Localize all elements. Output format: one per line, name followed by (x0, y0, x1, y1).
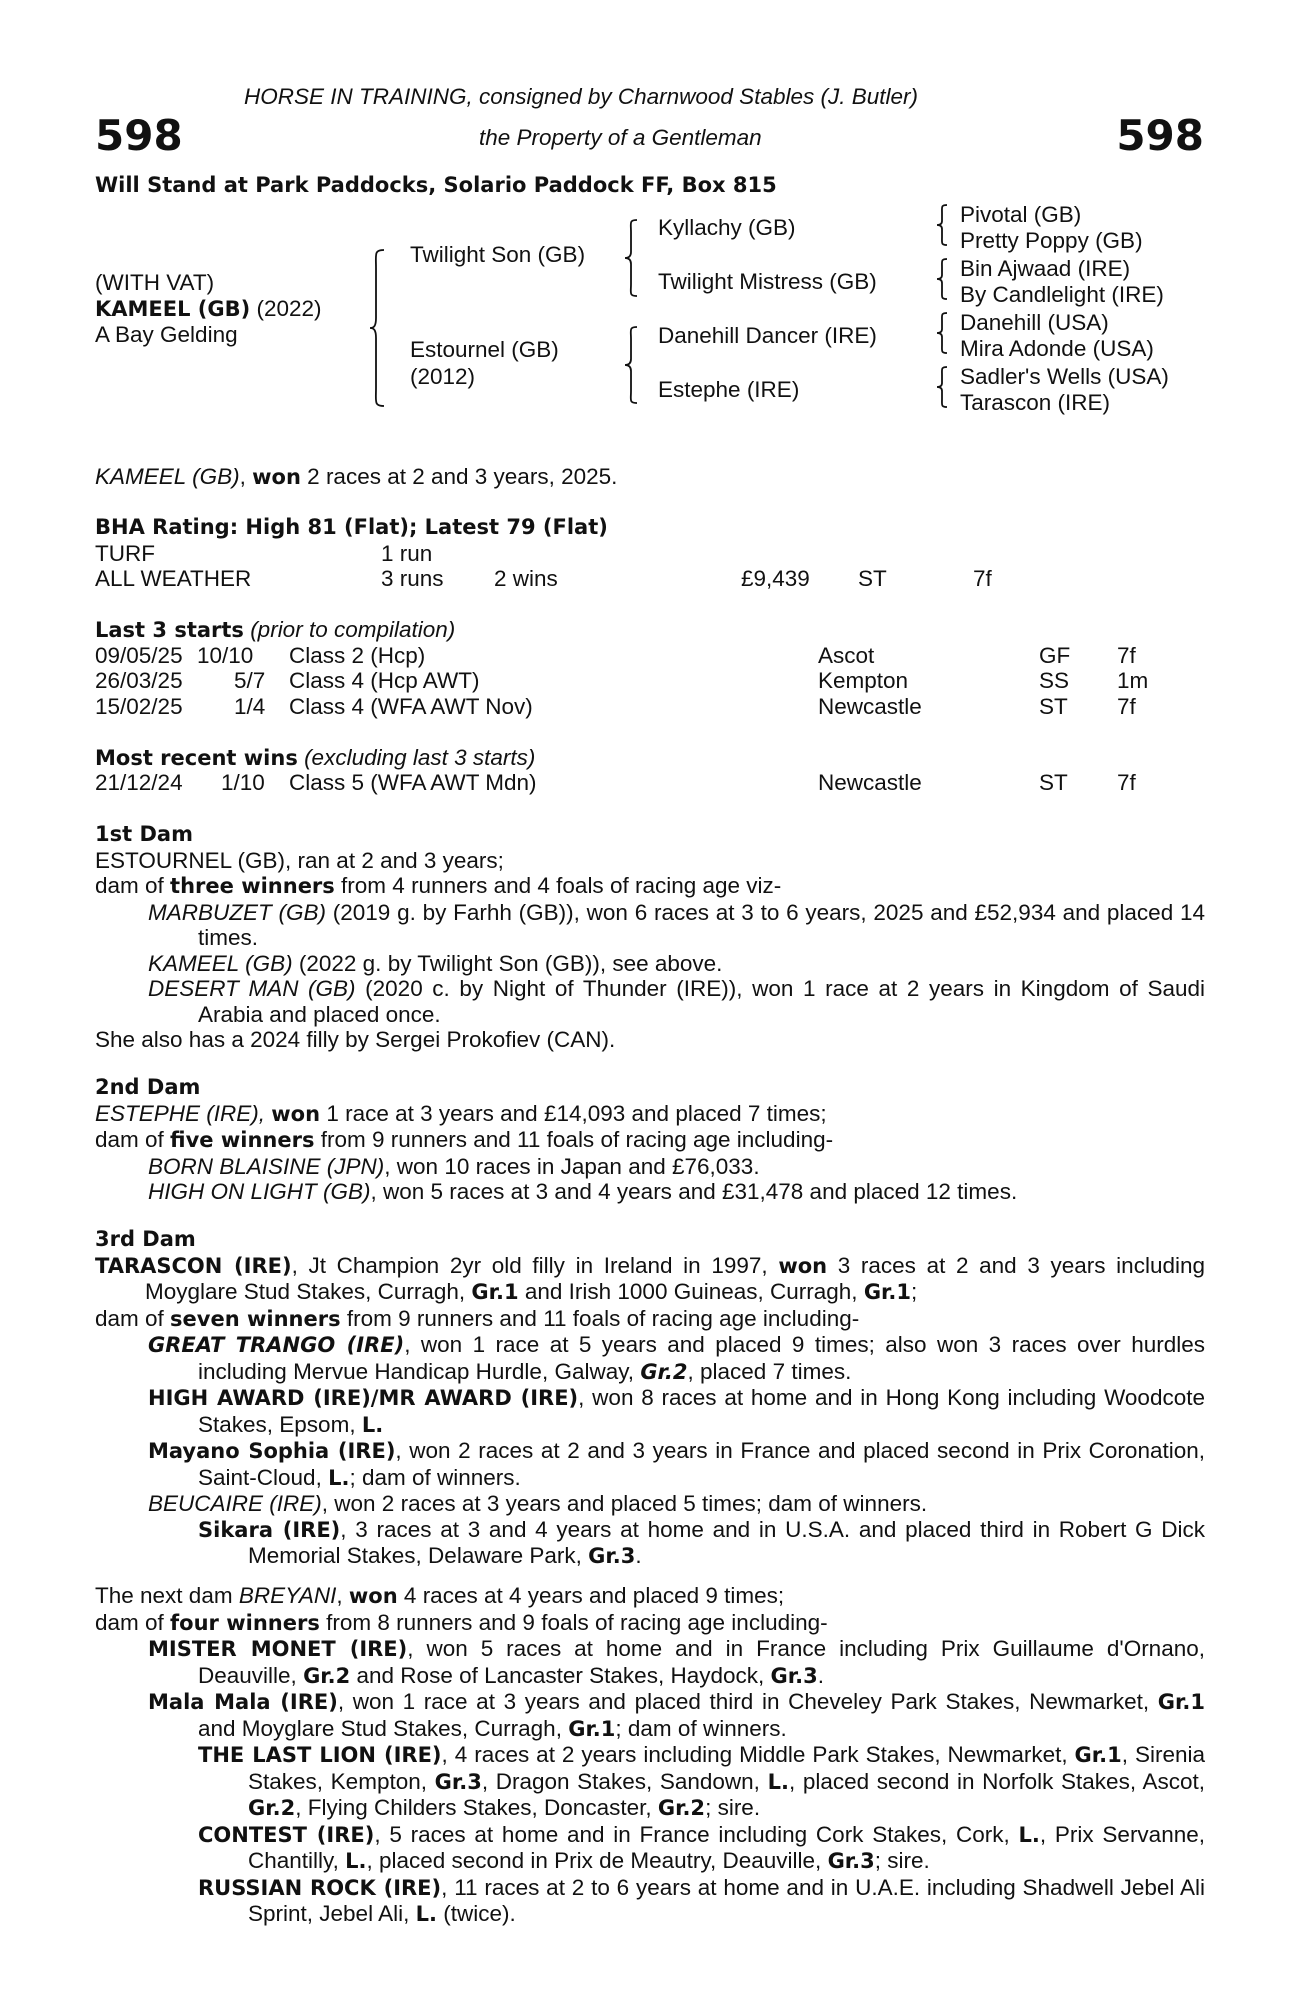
text: and Irish 1000 Guineas, Curragh, (518, 1279, 864, 1304)
second-dam-intro (95, 1101, 1205, 1128)
text: The next dam (95, 1583, 239, 1608)
progeny-name: RUSSIAN ROCK (IRE) (198, 1875, 442, 1900)
progeny-entry (95, 1875, 1205, 1928)
horse-year: (2022) (250, 296, 322, 321)
start-going: GF (1039, 643, 1071, 668)
progeny-text: , won 5 races at 3 and 4 years and £31,478 and placed 12 times. (370, 1179, 1018, 1204)
next-dam-intro (95, 1583, 1205, 1610)
grade: Gr.2 (657, 1796, 706, 1820)
ggp-5: Danehill (USA) (960, 310, 1109, 335)
progeny-name: GREAT TRANGO (IRE) (148, 1333, 405, 1357)
progeny-text: , 3 races at 3 and 4 years at home and in U.S.A. and placed third in Robert G Dick Memorial Stakes, Delaware Park, (248, 1516, 1206, 1568)
winners-count: three winners (170, 874, 335, 898)
won: won (778, 1253, 828, 1278)
grade: Gr.1 (1157, 1690, 1205, 1714)
start-position: 10/10 (197, 643, 254, 668)
progeny-text: , Dragon Stakes, Sandown, (481, 1768, 768, 1794)
grade: Gr.2 (303, 1663, 351, 1688)
win-position: 1/10 (221, 770, 265, 795)
grade: Gr.2 (248, 1796, 296, 1820)
second-dam-title: 2nd Dam (95, 1075, 201, 1099)
progeny-name: THE LAST LION (IRE) (198, 1743, 442, 1767)
start-course: Kempton (818, 668, 909, 693)
lot-number-left: 598 (95, 111, 183, 160)
text: dam of (95, 873, 171, 898)
third-dam-intro (95, 1253, 1205, 1306)
last3-heading (95, 617, 455, 644)
dam-name: TARASCON (IRE) (95, 1253, 292, 1278)
summary-won: won (252, 465, 301, 489)
last3-note: (prior to compilation) (243, 617, 456, 642)
win-going: ST (1039, 770, 1068, 795)
progeny-text: , placed 7 times. (687, 1358, 852, 1384)
third-dam-title: 3rd Dam (95, 1227, 196, 1251)
grade: Gr.3 (434, 1769, 482, 1794)
second-dam-section (95, 1075, 1205, 1205)
grade: L. (767, 1769, 789, 1794)
progeny-text: , won 5 races at home and in France including Prix Guillaume d'Ornano, Deauville, (198, 1636, 1205, 1688)
progeny-entry (95, 1385, 1205, 1438)
ggp-4: By Candlelight (IRE) (960, 282, 1164, 307)
progeny-name: HIGH AWARD (IRE)/MR AWARD (IRE) (148, 1386, 579, 1410)
text: 3 races at 2 and 3 years including Moyglare Stud Stakes, Curragh, (145, 1252, 1205, 1304)
sire-sire: Kyllachy (GB) (658, 215, 796, 240)
progeny-name: Mayano Sophia (IRE) (148, 1439, 396, 1463)
aw-runs: 3 runs (381, 566, 444, 591)
start-going: SS (1039, 668, 1070, 693)
grade: L. (1018, 1822, 1040, 1847)
text: from 8 runners and 9 foals of racing age including- (319, 1609, 828, 1635)
dam-dam: Estephe (IRE) (658, 377, 800, 402)
win-race: Class 5 (WFA AWT Mdn) (289, 770, 537, 795)
grade: L. (328, 1465, 350, 1490)
start-position: 5/7 (234, 668, 266, 693)
horse-title (95, 296, 322, 322)
ggp-3: Bin Ajwaad (IRE) (960, 256, 1131, 281)
win-course: Newcastle (818, 770, 922, 795)
lot-number-right: 598 (1116, 111, 1204, 160)
progeny-text: , Prix Servanne, Chantilly, (248, 1821, 1205, 1873)
summary-text: 2 races at 2 and 3 years, 2025. (300, 464, 618, 489)
progeny-entry (95, 1332, 1205, 1385)
consignor-line: HORSE IN TRAINING, consigned by Charnwood Stables (J. Butler) (244, 84, 919, 109)
progeny-text: (2019 g. by Farhh (GB)), won 6 races at 3 to 6 years, 2025 and £52,934 and placed 14 times. (198, 899, 1206, 950)
turf-label: TURF (95, 541, 155, 566)
progeny-text: , placed second in Norfolk Stakes, Ascot, (788, 1768, 1205, 1794)
start-position: 1/4 (234, 694, 266, 719)
text: from 4 runners and 4 foals of racing age viz- (334, 873, 782, 898)
start-dist: 1m (1117, 668, 1149, 693)
start-race: Class 2 (Hcp) (289, 643, 426, 668)
pedigree-brace-3 (623, 325, 641, 405)
progeny-name: BEUCAIRE (IRE) (148, 1491, 322, 1516)
ggp-1: Pivotal (GB) (960, 202, 1082, 227)
progeny-entry (95, 1517, 1205, 1570)
progeny-text: , 5 races at home and in France including Cork Stakes, Cork, (374, 1821, 1019, 1847)
text: dam of (95, 1127, 171, 1152)
won: won (348, 1584, 398, 1608)
start-race: Class 4 (Hcp AWT) (289, 668, 480, 693)
dam-line2: (2012) (410, 364, 476, 389)
sire: Twilight Son (GB) (410, 242, 586, 267)
progeny-entry (95, 1689, 1205, 1742)
win-date: 21/12/24 (95, 770, 183, 795)
turf-runs: 1 run (381, 541, 433, 566)
dam-line1: Estournel (GB) (410, 337, 559, 362)
recent-heading (95, 745, 535, 772)
aw-wins: 2 wins (494, 566, 558, 591)
grade: L. (361, 1412, 384, 1437)
aw-dist: 7f (973, 566, 992, 591)
text: , Jt Champion 2yr old filly in Ireland in 1997, (291, 1252, 779, 1278)
progeny-entry (95, 1742, 1205, 1822)
pedigree-brace-7 (935, 365, 951, 409)
start-dist: 7f (1117, 694, 1136, 719)
start-race: Class 4 (WFA AWT Nov) (289, 694, 533, 719)
bha-rating: BHA Rating: High 81 (Flat); Latest 79 (Flat) (95, 515, 608, 539)
sire-dam: Twilight Mistress (GB) (658, 269, 877, 294)
progeny-name: Mala Mala (IRE) (148, 1690, 338, 1714)
first-dam-intro: ESTOURNEL (GB), ran at 2 and 3 years; (95, 847, 504, 873)
first-dam-title: 1st Dam (95, 822, 193, 846)
progeny-text: ; sire. (874, 1848, 930, 1873)
progeny-entry (95, 1179, 1205, 1205)
text: from 9 runners and 11 foals of racing age including- (340, 1305, 860, 1331)
progeny-text: (2022 g. by Twilight Son (GB)), see above. (292, 950, 723, 976)
text: dam of (95, 1609, 171, 1635)
progeny-text: (2020 c. by Night of Thunder (IRE)), won 1 race at 2 years in Kingdom of Saudi Arabia and placed once. (198, 976, 1205, 1027)
progeny-name: BORN BLAISINE (JPN) (148, 1153, 385, 1179)
grade: L. (345, 1849, 367, 1873)
progeny-text: , 4 races at 2 years including Middle Park Stakes, Newmarket, (441, 1742, 1075, 1767)
third-dam-produce (95, 1306, 1205, 1333)
progeny-entry (95, 1154, 1205, 1180)
progeny-text: and Moyglare Stud Stakes, Curragh, (198, 1715, 569, 1741)
progeny-text: , placed second in Prix de Meautry, Deauville, (366, 1848, 828, 1873)
text: 4 races at 4 years and placed 9 times; (397, 1583, 785, 1608)
last3-title: Last 3 starts (95, 618, 244, 642)
aw-prize: £9,439 (741, 566, 810, 591)
progeny-entry (95, 951, 1205, 977)
progeny-text: , won 8 races at home and in Hong Kong including Woodcote Stakes, Epsom, (198, 1385, 1205, 1437)
grade: L. (415, 1902, 437, 1926)
pedigree-brace-4 (935, 203, 951, 247)
progeny-name: DESERT MAN (GB) (148, 976, 356, 1001)
progeny-entry (95, 1822, 1205, 1875)
text: from 9 runners and 11 foals of racing age including- (314, 1127, 834, 1152)
start-date: 26/03/25 (95, 668, 183, 693)
grade: Gr.3 (588, 1544, 636, 1568)
pedigree-brace-5 (935, 257, 951, 301)
progeny-text: ; dam of winners. (349, 1464, 521, 1490)
progeny-name: CONTEST (IRE) (198, 1822, 375, 1847)
summary-name: KAMEEL (GB) (95, 464, 240, 489)
second-dam-produce (95, 1127, 1205, 1154)
ggp-8: Tarascon (IRE) (960, 390, 1111, 415)
progeny-entry (95, 976, 1205, 1027)
start-course: Newcastle (818, 694, 922, 719)
progeny-name: HIGH ON LIGHT (GB) (148, 1179, 371, 1204)
first-dam-produce (95, 873, 1205, 900)
horse-name: KAMEEL (GB) (95, 297, 251, 321)
horse-description: A Bay Gelding (95, 322, 238, 347)
next-dam-produce (95, 1610, 1205, 1637)
progeny-text: , won 1 race at 3 years and placed third in Cheveley Park Stakes, Newmarket, (337, 1689, 1158, 1714)
progeny-text: , Flying Childers Stakes, Doncaster, (295, 1795, 658, 1820)
grade: Gr.2 (640, 1359, 688, 1384)
recent-note: (excluding last 3 starts) (297, 745, 536, 770)
text: ; (911, 1279, 918, 1304)
progeny-text: (twice). (436, 1901, 516, 1926)
progeny-name: MARBUZET (GB) (148, 899, 327, 925)
start-date: 09/05/25 (95, 643, 183, 668)
race-summary: KAMEEL (GB), won 2 races at 2 and 3 years, 2025. (95, 464, 618, 489)
property-line: the Property of a Gentleman (479, 125, 762, 150)
aw-going: ST (858, 566, 887, 591)
pedigree-brace-2 (623, 218, 641, 298)
ggp-2: Pretty Poppy (GB) (960, 228, 1143, 253)
start-dist: 7f (1117, 643, 1136, 668)
progeny-text: , won 1 race at 5 years and placed 9 times; also won 3 races over hurdles including Mervue Handicap Hurdle, Galway, (198, 1332, 1205, 1384)
dam-name: ESTEPHE (IRE), (95, 1100, 272, 1126)
progeny-text: , won 10 races in Japan and £76,033. (384, 1153, 760, 1179)
dam-name: BREYANI (238, 1583, 337, 1608)
text: , (336, 1583, 349, 1608)
progeny-text: ; sire. (705, 1795, 761, 1820)
pedigree-brace-6 (935, 311, 951, 355)
progeny-entry (95, 900, 1205, 951)
first-dam-note: She also has a 2024 filly by Sergei Prokofiev (CAN). (95, 1027, 616, 1052)
grade: Gr.3 (827, 1849, 875, 1873)
grade: Gr.1 (568, 1716, 616, 1741)
grade: Gr.1 (471, 1280, 519, 1304)
ggp-6: Mira Adonde (USA) (960, 336, 1154, 361)
third-dam-section (95, 1227, 1205, 1570)
vat-note: (WITH VAT) (95, 270, 215, 295)
dam-sire: Danehill Dancer (IRE) (658, 323, 877, 348)
progeny-text: , won 2 races at 3 years and placed 5 times; dam of winners. (321, 1491, 928, 1516)
next-dam-section (95, 1583, 1205, 1928)
win-dist: 7f (1117, 770, 1136, 795)
first-dam-section (95, 822, 1205, 1053)
progeny-name: KAMEEL (GB) (148, 950, 293, 976)
winners-count: five winners (170, 1128, 315, 1152)
progeny-text: and Rose of Lancaster Stakes, Haydock, (350, 1662, 771, 1688)
progeny-entry (95, 1491, 1205, 1517)
grade: Gr.1 (1074, 1743, 1122, 1767)
progeny-text: . (817, 1662, 824, 1688)
winners-count: four winners (170, 1610, 320, 1635)
winners-count: seven winners (170, 1306, 341, 1331)
start-date: 15/02/25 (95, 694, 183, 719)
start-course: Ascot (818, 643, 875, 668)
progeny-name: Sikara (IRE) (198, 1517, 341, 1542)
won: won (271, 1101, 321, 1126)
progeny-text: , Sirenia Stakes, Kempton, (248, 1742, 1205, 1794)
progeny-text: , won 2 races at 2 and 3 years in France and placed second in Prix Coronation, Saint-Cloud, (198, 1438, 1205, 1490)
progeny-name: MISTER MONET (IRE) (148, 1637, 408, 1661)
progeny-text: . (635, 1543, 642, 1568)
recent-title: Most recent wins (95, 746, 298, 770)
stand-location: Will Stand at Park Paddocks, Solario Paddock FF, Box 815 (95, 173, 777, 197)
aw-label: ALL WEATHER (95, 566, 252, 591)
text: 1 race at 3 years and £14,093 and placed 7 times; (320, 1100, 827, 1126)
progeny-entry (95, 1438, 1205, 1491)
grade: Gr.1 (863, 1280, 912, 1304)
progeny-text: ; dam of winners. (615, 1715, 787, 1741)
pedigree-brace-1 (368, 248, 388, 408)
ggp-7: Sadler's Wells (USA) (960, 364, 1169, 389)
text: dam of (95, 1305, 171, 1331)
progeny-entry (95, 1636, 1205, 1689)
grade: Gr.3 (770, 1663, 818, 1688)
progeny-text: , 11 races at 2 to 6 years at home and in U.A.E. including Shadwell Jebel Ali Sprint, Jebel Ali, (248, 1874, 1206, 1926)
start-going: ST (1039, 694, 1068, 719)
